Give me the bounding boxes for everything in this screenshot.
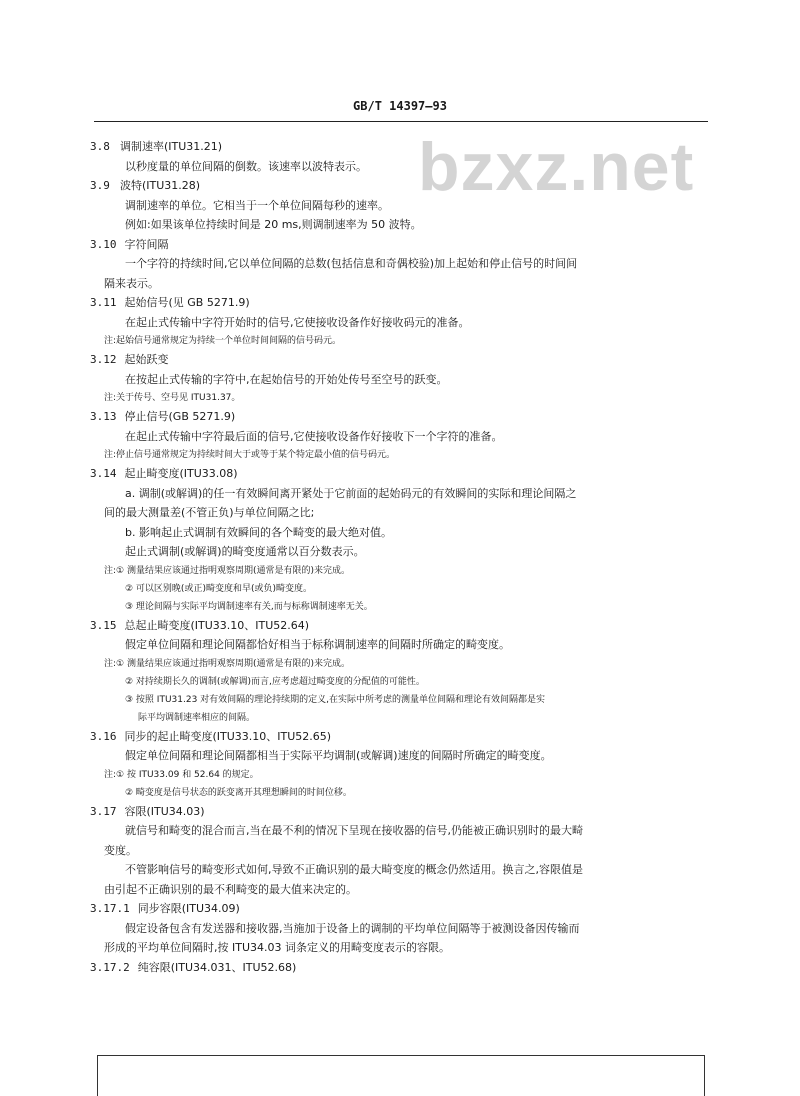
note-line: ③ 按照 ITU31.23 对有效间隔的理论持续期的定义,在实际中所考虑的测量单位间隔和理论有效间隔都是实 bbox=[125, 694, 546, 705]
clause-title: 同步容限(ITU34.09) bbox=[137, 902, 240, 915]
paragraph-line: 假定单位间隔和理论间隔都恰好相当于标称调制速率的间隔时所确定的畸变度。 bbox=[125, 638, 510, 651]
paragraph-continuation: 由引起不正确识别的最不利畸变的最大值来决定的。 bbox=[104, 882, 357, 896]
clause-heading bbox=[90, 350, 704, 370]
clause-title: 起始跃变 bbox=[124, 353, 169, 366]
paragraph-line: 调制速率的单位。它相当于一个单位间隔每秒的速率。 bbox=[125, 198, 389, 212]
clause-number: 3.9 bbox=[90, 179, 110, 192]
clause-number: 3.16 bbox=[90, 729, 117, 743]
clause-number: 3.12 bbox=[90, 353, 117, 366]
paragraph-line: a. 调制(或解调)的任一有效瞬间离开紧处于它前面的起始码元的有效瞬间的实际和理论间隔之 bbox=[125, 486, 577, 500]
clause-title: 波特(ITU31.28) bbox=[120, 179, 201, 192]
clause-number: 3.15 bbox=[90, 618, 117, 632]
clause-heading bbox=[90, 727, 704, 747]
clause-number: 3.17.2 bbox=[90, 960, 130, 974]
clause-number: 3.14 bbox=[90, 467, 117, 480]
clause-title: 容限(ITU34.03) bbox=[124, 804, 205, 818]
paragraph-line: 例如:如果该单位持续时间是 20 ms,则调制速率为 50 波特。 bbox=[125, 218, 422, 231]
clause-number: 3.11 bbox=[90, 296, 117, 309]
header-rule bbox=[94, 121, 708, 122]
note-line: 注:起始信号通常规定为持续一个单位时间间隔的信号码元。 bbox=[104, 336, 342, 346]
paragraph-line: 以秒度量的单位间隔的倒数。该速率以波特表示。 bbox=[125, 159, 367, 173]
clause-title: 起始信号(见 GB 5271.9) bbox=[124, 296, 250, 309]
clause-heading bbox=[90, 899, 704, 919]
clause-heading bbox=[90, 802, 704, 822]
paragraph-line: 在起止式传输中字符开始时的信号,它使接收设备作好接收码元的准备。 bbox=[125, 315, 470, 329]
clause-heading bbox=[90, 137, 704, 157]
bottom-frame bbox=[97, 1055, 705, 1096]
paragraph-continuation: 变度。 bbox=[104, 843, 137, 857]
note-line: 注:停止信号通常规定为持续时间大于或等于某个特定最小值的信号码元。 bbox=[104, 450, 396, 460]
clause-title: 纯容限(ITU34.031、ITU52.68) bbox=[137, 960, 297, 974]
paragraph-line: 假定设备包含有发送器和接收器,当施加于设备上的调制的平均单位间隔等于被测设备因传输而 bbox=[125, 921, 580, 935]
paragraph-line: 在按起止式传输的字符中,在起始信号的开始处传号至空号的跃变。 bbox=[125, 372, 448, 386]
note-line: 注:① 测量结果应该通过指明观察周期(通常是有限的)来完成。 bbox=[104, 565, 350, 576]
paragraph-line: b. 影响起止式调制有效瞬间的各个畸变的最大绝对值。 bbox=[125, 525, 392, 539]
clause-number: 3.10 bbox=[90, 237, 117, 251]
paragraph-line: 一个字符的持续时间,它以单位间隔的总数(包括信息和奇偶校验)加上起始和停止信号的时间间 bbox=[125, 257, 578, 270]
note-line: ② 对持续期长久的调制(或解调)而言,应考虑超过畸变度的分配值的可能性。 bbox=[125, 676, 425, 687]
clause-title: 字符间隔 bbox=[124, 237, 169, 251]
note-line: 际平均调制速率相应的间隔。 bbox=[138, 712, 256, 723]
clause-heading bbox=[90, 293, 704, 313]
clause-number: 3.8 bbox=[90, 140, 110, 153]
clause-number: 3.13 bbox=[90, 410, 117, 423]
clause-heading bbox=[90, 616, 704, 636]
paragraph-line: 起止式调制(或解调)的畸变度通常以百分数表示。 bbox=[125, 545, 365, 558]
note-line: 注:① 测量结果应该通过指明观察周期(通常是有限的)来完成。 bbox=[104, 658, 350, 669]
paragraph-line: 在起止式传输中字符最后面的信号,它使接收设备作好接收下一个字符的准备。 bbox=[125, 429, 503, 443]
clause-heading bbox=[90, 958, 704, 978]
note-line: ② 可以区别晚(或正)畸变度和早(或负)畸变度。 bbox=[125, 583, 312, 594]
paragraph-continuation: 间的最大测量差(不管正负)与单位间隔之比; bbox=[104, 506, 315, 519]
note-line: 注:① 按 ITU33.09 和 52.64 的规定。 bbox=[104, 769, 259, 780]
clause-title: 总起止畸变度(ITU33.10、ITU52.64) bbox=[124, 618, 310, 632]
document-body bbox=[90, 137, 704, 977]
clause-heading bbox=[90, 235, 704, 255]
watermark: bzxz.net bbox=[418, 129, 695, 205]
clause-title: 起止畸变度(ITU33.08) bbox=[124, 467, 238, 480]
page-header-code: GB/T 14397—93 bbox=[353, 99, 447, 113]
note-line: 注:关于传号、空号见 ITU31.37。 bbox=[104, 393, 241, 403]
clause-title: 停止信号(GB 5271.9) bbox=[124, 410, 236, 423]
clause-title: 同步的起止畸变度(ITU33.10、ITU52.65) bbox=[124, 729, 332, 743]
clause-heading bbox=[90, 407, 704, 427]
clause-heading bbox=[90, 176, 704, 196]
paragraph-line: 假定单位间隔和理论间隔都相当于实际平均调制(或解调)速度的间隔时所确定的畸变度。 bbox=[125, 749, 552, 762]
paragraph-continuation: 形成的平均单位间隔时,按 ITU34.03 词条定义的用畸变度表示的容限。 bbox=[104, 941, 450, 954]
clause-heading bbox=[90, 464, 704, 484]
clause-title: 调制速率(ITU31.21) bbox=[120, 140, 223, 153]
clause-number: 3.17 bbox=[90, 804, 117, 818]
paragraph-continuation: 隔来表示。 bbox=[104, 276, 159, 290]
clause-number: 3.17.1 bbox=[90, 902, 130, 915]
paragraph-line: 不管影响信号的畸变形式如何,导致不正确识别的最大畸变度的概念仍然适用。换言之,容限值是 bbox=[125, 863, 583, 876]
note-line: ③ 理论间隔与实际平均调制速率有关,而与标称调制速率无关。 bbox=[125, 601, 373, 612]
paragraph-line: 就信号和畸变的混合而言,当在最不利的情况下呈现在接收器的信号,仍能被正确识别时的最大畸 bbox=[125, 824, 583, 837]
note-line: ② 畸变度是信号状态的跃变离开其理想瞬间的时间位移。 bbox=[125, 787, 352, 798]
